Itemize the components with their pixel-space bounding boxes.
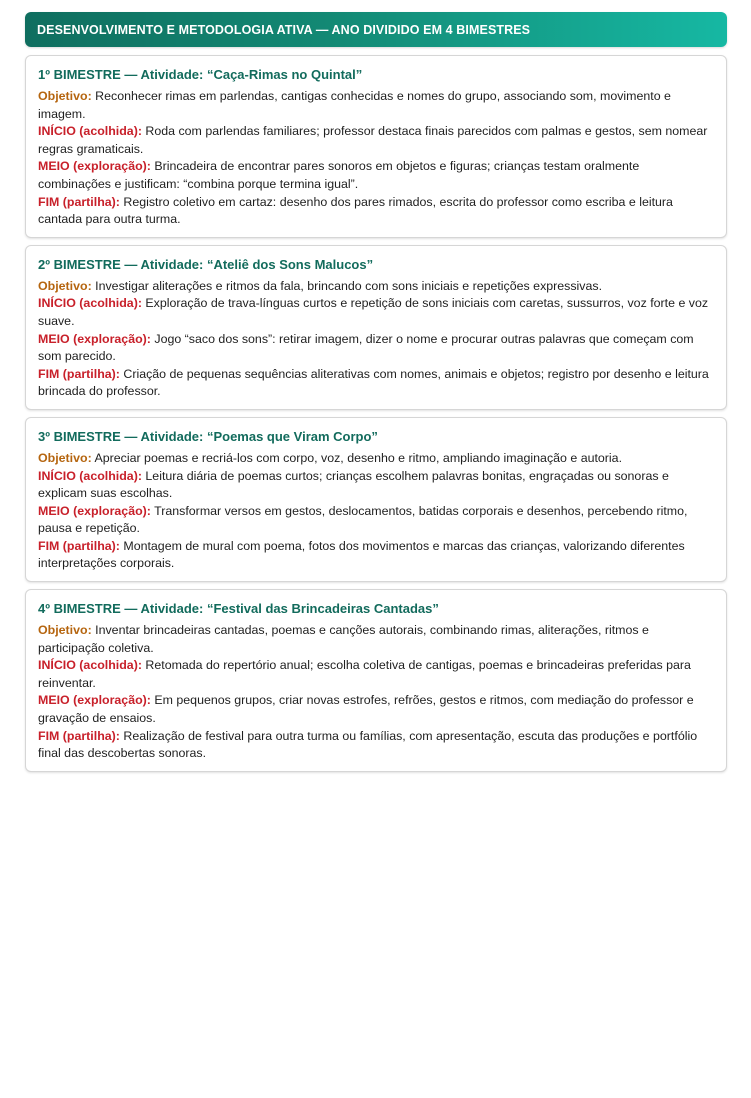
fim-line — [38, 366, 714, 401]
objetivo-label: Objetivo: — [38, 450, 92, 465]
inicio-label: INÍCIO (acolhida): — [38, 124, 142, 139]
bimestre-title: 4º BIMESTRE — Atividade: “Festival das Brincadeiras Cantadas” — [38, 601, 439, 617]
objetivo-label: Objetivo: — [38, 278, 92, 293]
meio-text: Brincadeira de encontrar pares sonoros em objetos e figuras; crianças testam oralmente combinações e justificam: “combina porque termina igual”. — [38, 159, 640, 191]
bimestre-card-2 — [25, 245, 727, 410]
fim-label: FIM (partilha): — [38, 538, 120, 553]
meio-line — [38, 158, 714, 193]
meio-label: MEIO (exploração): — [38, 503, 151, 518]
objetivo-text: Investigar aliterações e ritmos da fala, brincando com sons iniciais e repetições expressivas. — [95, 278, 603, 293]
meio-text: Jogo “saco dos sons”: retirar imagem, dizer o nome e procurar outras palavras que começam com som parecido. — [38, 331, 694, 364]
meio-line — [38, 503, 714, 538]
inicio-label: INÍCIO (acolhida): — [38, 468, 142, 483]
fim-line — [38, 538, 714, 573]
banner-title: DESENVOLVIMENTO E METODOLOGIA ATIVA — ANO DIVIDIDO EM 4 BIMESTRES — [37, 22, 531, 37]
meio-text: Transformar versos em gestos, deslocamentos, batidas corporais e desenhos, percebendo ritmo, pausa e repetição. — [38, 503, 688, 536]
fim-label: FIM (partilha): — [38, 366, 120, 381]
meio-line — [38, 692, 714, 727]
section-banner — [25, 12, 727, 47]
inicio-line — [38, 657, 714, 692]
meio-label: MEIO (exploração): — [38, 693, 151, 708]
bimestre-card-4 — [25, 589, 727, 772]
objetivo-line — [38, 278, 714, 296]
meio-text: Em pequenos grupos, criar novas estrofes, refrões, gestos e ritmos, com mediação do professor e gravação de ensaios. — [38, 693, 694, 726]
bimestre-title: 3º BIMESTRE — Atividade: “Poemas que Viram Corpo” — [38, 428, 378, 444]
objetivo-line — [38, 622, 714, 657]
bimestre-card-3 — [25, 417, 727, 582]
inicio-line — [38, 295, 714, 330]
inicio-text: Leitura diária de poemas curtos; crianças escolhem palavras bonitas, engraçadas ou sonoras e explicam suas escolhas. — [38, 468, 669, 501]
meio-label: MEIO (exploração): — [38, 159, 151, 174]
fim-text: Criação de pequenas sequências aliterativas com nomes, animais e objetos; registro por desenho e leitura brincada do professor. — [38, 366, 709, 399]
inicio-text: Retomada do repertório anual; escolha coletiva de cantigas, poemas e brincadeiras preferidas para reinventar. — [38, 658, 691, 690]
inicio-line — [38, 123, 714, 158]
fim-line — [38, 728, 714, 763]
bimestre-title: 2º BIMESTRE — Atividade: “Ateliê dos Sons Malucos” — [38, 256, 374, 272]
bimestre-title: 1º BIMESTRE — Atividade: “Caça-Rimas no Quintal” — [38, 67, 363, 82]
inicio-text: Exploração de trava-línguas curtos e repetição de sons iniciais com caretas, sussurros, voz forte e voz suave. — [38, 296, 709, 328]
objetivo-text: Reconhecer rimas em parlendas, cantigas conhecidas e nomes do grupo, associando som, movimento e imagem. — [38, 89, 671, 121]
objetivo-text: Apreciar poemas e recriá-los com corpo, voz, desenho e ritmo, ampliando imaginação e autoria. — [94, 450, 623, 465]
objetivo-label: Objetivo: — [38, 89, 92, 103]
fim-label: FIM (partilha): — [38, 728, 120, 743]
bimestre-card-1 — [25, 55, 727, 238]
fim-text: Realização de festival para outra turma ou famílias, com apresentação, escuta das produções e portfólio final das descobertas sonoras. — [38, 728, 698, 761]
objetivo-label: Objetivo: — [38, 623, 92, 638]
fim-text: Registro coletivo em cartaz: desenho dos pares rimados, escrita do professor como escriba e leitura cantada para outra turma. — [38, 194, 673, 227]
fim-text: Montagem de mural com poema, fotos dos movimentos e marcas das crianças, valorizando diferentes interpretações corporais. — [38, 538, 685, 571]
fim-label: FIM (partilha): — [38, 194, 120, 209]
inicio-label: INÍCIO (acolhida): — [38, 658, 142, 673]
inicio-text: Roda com parlendas familiares; professor destaca finais parecidos com palmas e gestos, sem nomear regras gramaticais. — [38, 124, 708, 156]
inicio-line — [38, 468, 714, 503]
objetivo-line — [38, 450, 714, 468]
objetivo-line — [38, 88, 714, 123]
fim-line — [38, 194, 714, 229]
meio-line — [38, 331, 714, 366]
inicio-label: INÍCIO (acolhida): — [38, 296, 142, 311]
objetivo-text: Inventar brincadeiras cantadas, poemas e canções autorais, combinando rimas, aliterações, ritmos e participação coletiva. — [38, 623, 649, 655]
meio-label: MEIO (exploração): — [38, 331, 151, 346]
